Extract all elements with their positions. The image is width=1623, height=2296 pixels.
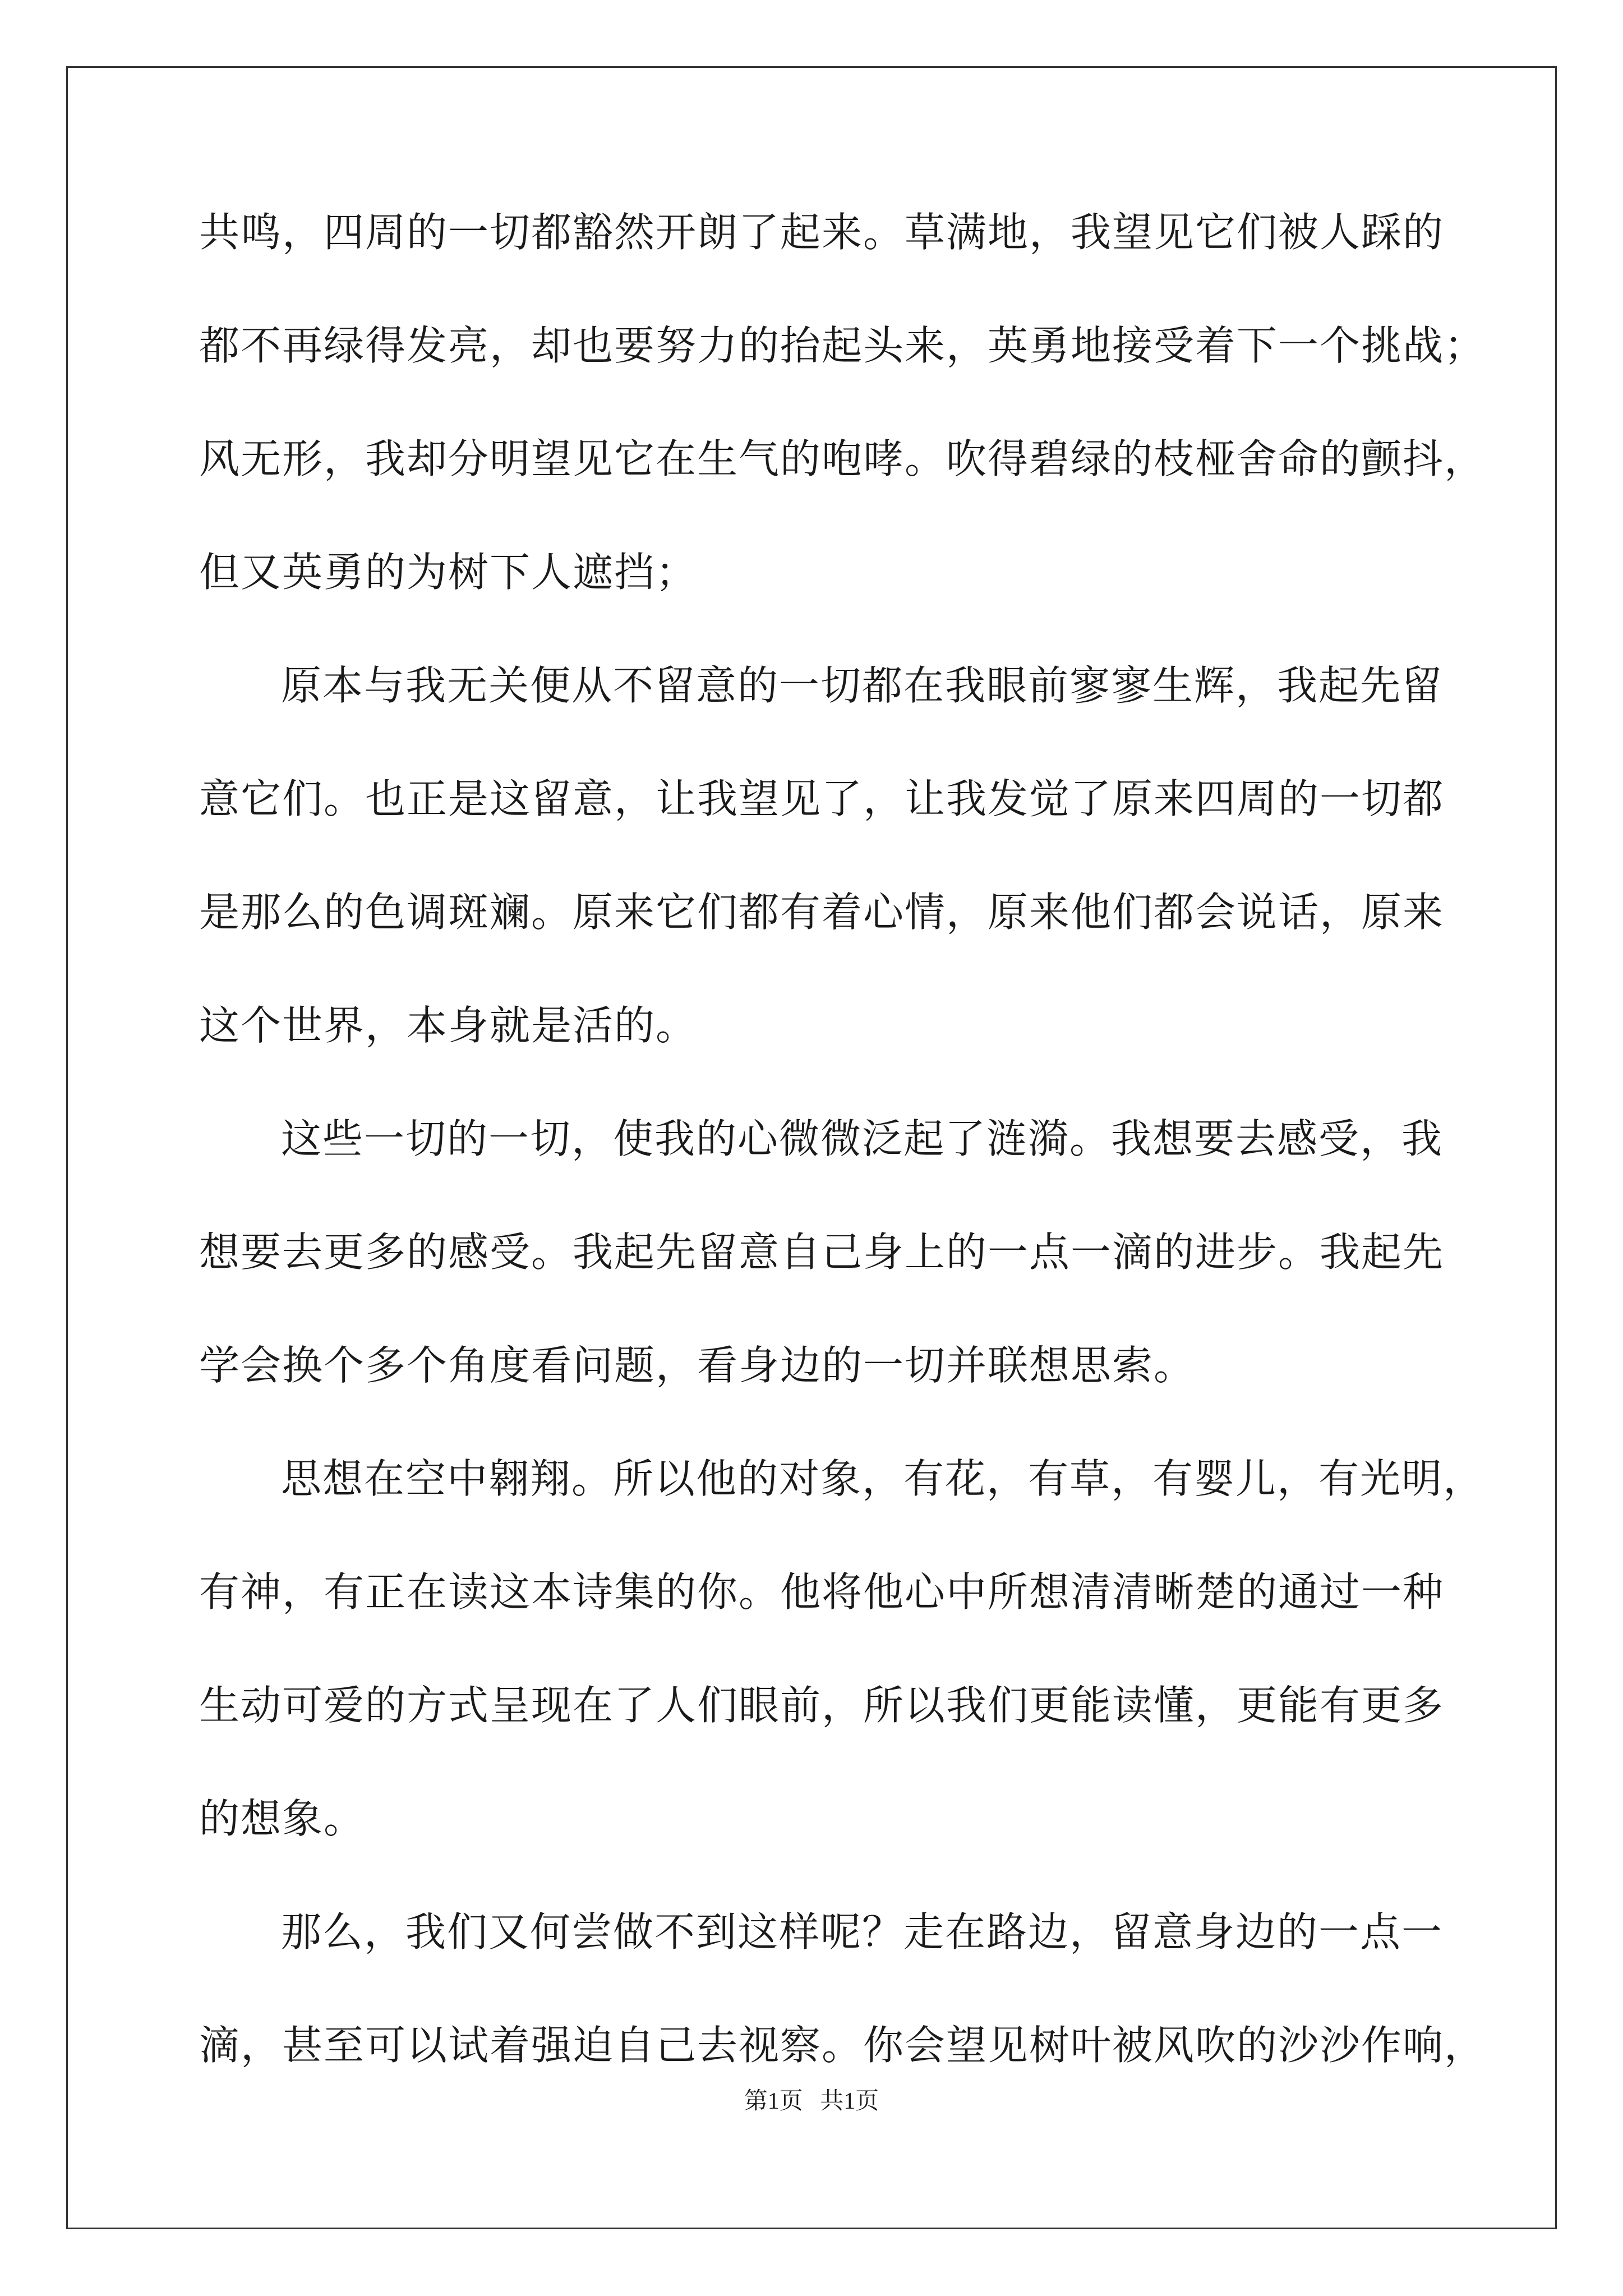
text-line: 但又英勇的为树下人遮挡； [199,549,698,596]
text-line: 都不再绿得发亮，却也要努力的抬起头来，英勇地接受着下一个挑战； [199,322,1486,369]
text-line: 生动可爱的方式呈现在了人们眼前，所以我们更能读懂，更能有更多 [199,1682,1445,1729]
paragraph-start-line: 思想在空中翱翔。所以他的对象，有花，有草，有婴儿，有光明， [281,1455,1485,1502]
text-line: 这个世界，本身就是活的。 [199,1002,698,1049]
paragraph-start-line: 那么，我们又何尝做不到这样呢？走在路边，留意身边的一点一 [281,1908,1444,1955]
text-line: 想要去更多的感受。我起先留意自己身上的一点一滴的进步。我起先 [199,1228,1445,1276]
text-line: 有神，有正在读这本诗集的你。他将他心中所想清清晰楚的通过一种 [199,1568,1445,1616]
page-number: 第1页 [744,2088,803,2114]
text-line: 共鸣，四周的一切都豁然开朗了起来。草满地，我望见它们被人踩的 [199,209,1445,256]
text-line: 滴，甚至可以试着强迫自己去视察。你会望见树叶被风吹的沙沙作响， [199,2022,1486,2069]
text-line: 的想象。 [199,1795,366,1842]
text-line: 意它们。也正是这留意，让我望见了，让我发觉了原来四周的一切都 [199,775,1445,822]
paragraph-start-line: 这些一切的一切，使我的心微微泛起了涟漪。我想要去感受，我 [281,1115,1444,1162]
paragraph-start-line: 原本与我无关便从不留意的一切都在我眼前寥寥生辉，我起先留 [281,662,1444,709]
text-line: 风无形，我却分明望见它在生气的咆哮。吹得碧绿的枝桠舍命的颤抖， [199,435,1486,482]
text-line: 是那么的色调斑斓。原来它们都有着心情，原来他们都会说话，原来 [199,889,1445,936]
page-footer [0,2085,1623,2118]
text-line: 学会换个多个角度看问题，看身边的一切并联想思索。 [199,1342,1196,1389]
page-total: 共1页 [820,2088,879,2114]
